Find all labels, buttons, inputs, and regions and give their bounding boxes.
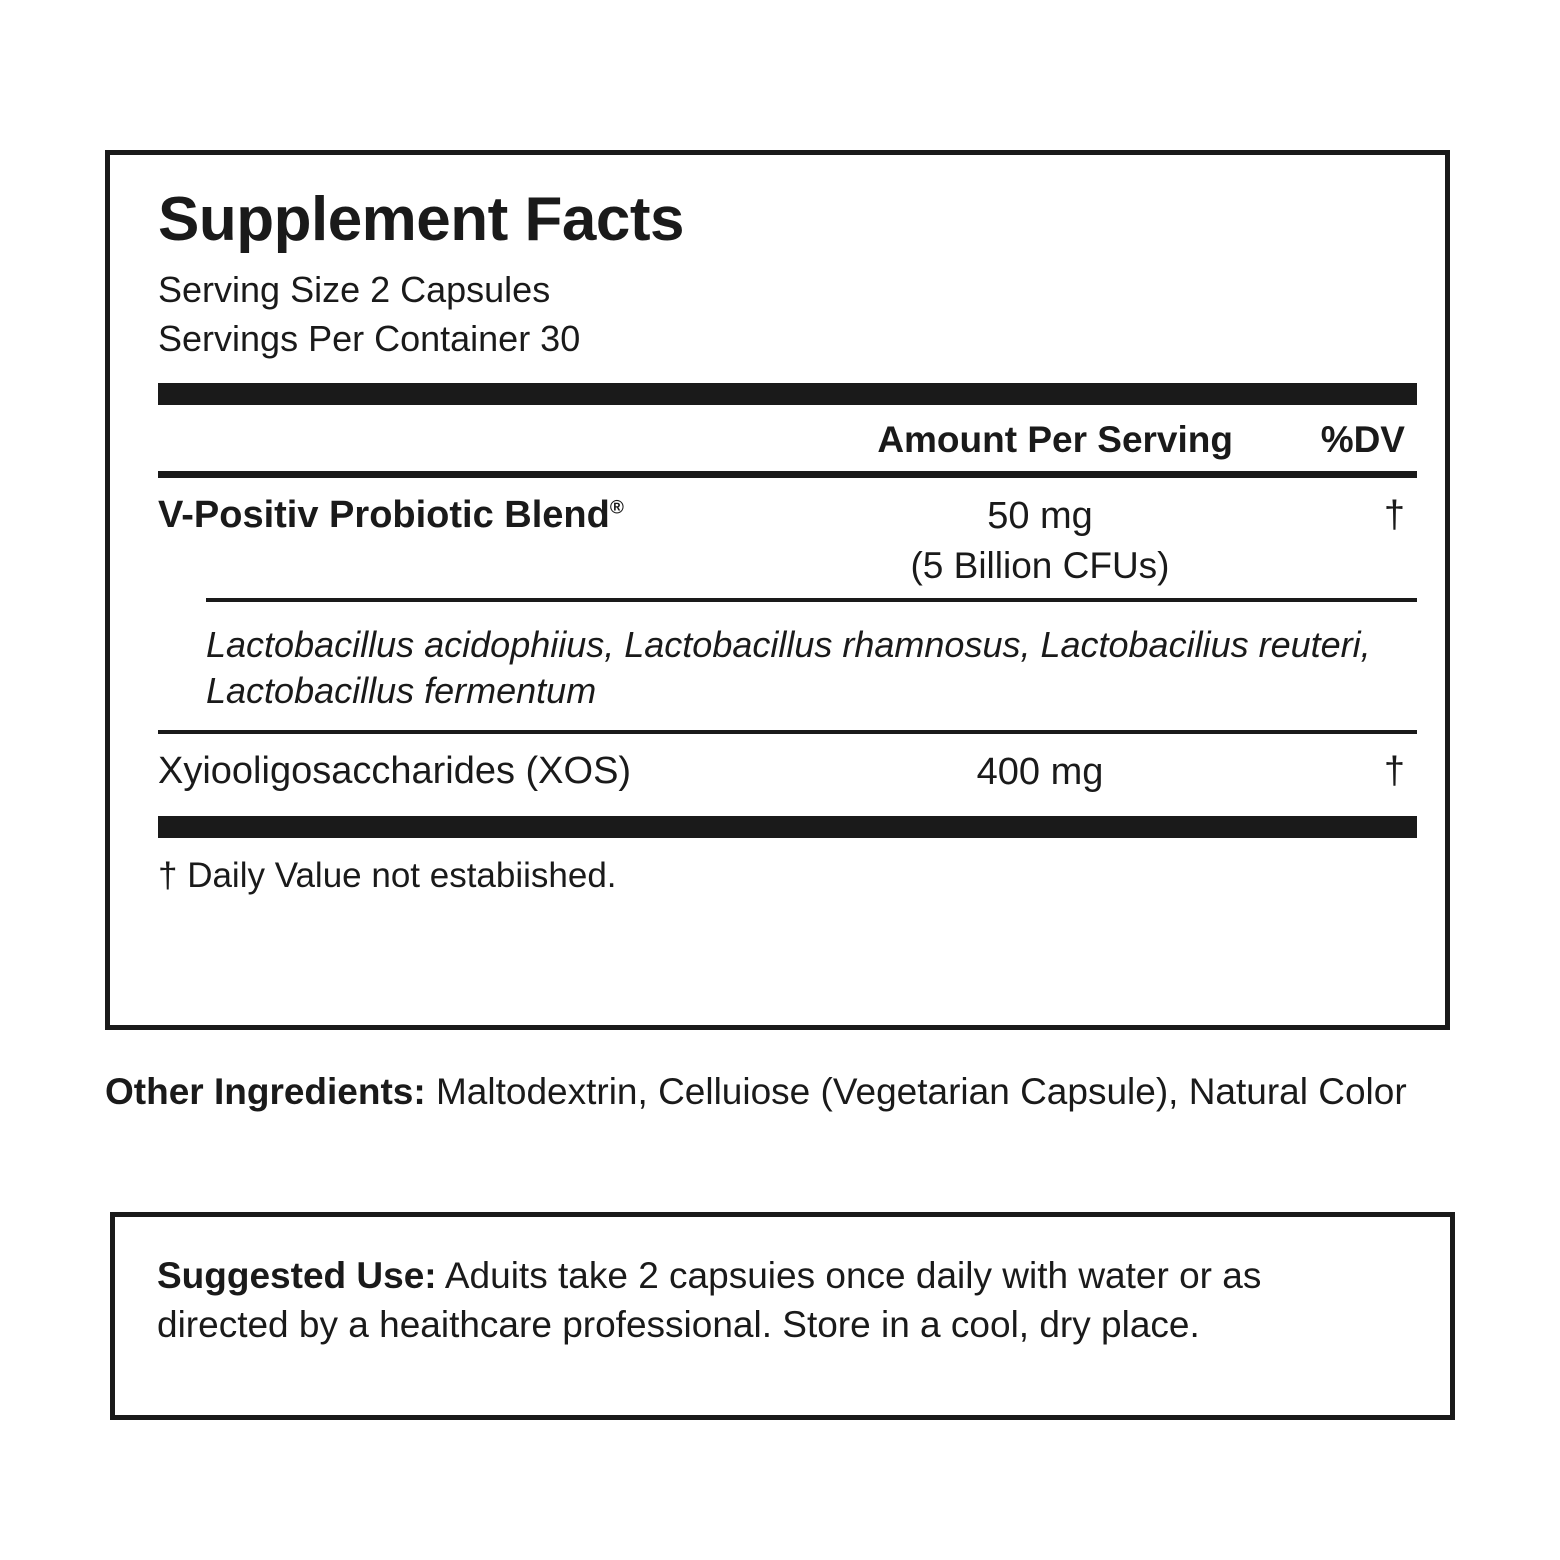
- header-percent-dv: %DV: [1320, 419, 1405, 461]
- suggested-use-box: [110, 1212, 1455, 1420]
- other-ingredients-label: Other Ingredients:: [105, 1071, 426, 1112]
- nutrient-amount: [825, 494, 1255, 588]
- other-ingredients-value: Maltodextrin, Celluiose (Vegetarian Capsule), Natural Color: [425, 1071, 1407, 1112]
- suggested-use-value: Aduits take 2 capsuies once daily with water or as directed by a heaithcare professional. Store in a cool, dry place.: [157, 1255, 1262, 1346]
- other-ingredients: [105, 1068, 1455, 1117]
- table-row: [158, 734, 1417, 806]
- nutrient-dv: †: [1383, 494, 1405, 537]
- divider-thick-bottom: [158, 816, 1417, 838]
- page-title: Supplement Facts: [158, 185, 684, 254]
- servings-per-container-text: Servings Per Container 30: [158, 317, 581, 359]
- nutrient-name-text: V-Positiv Probiotic Blend: [158, 494, 610, 537]
- serving-size-text: Serving Size 2 Capsules: [158, 269, 551, 311]
- nutrient-name: [158, 494, 825, 538]
- nutrient-amount-sub: (5 Billion CFUs): [910, 544, 1170, 586]
- divider-thick-top: [158, 383, 1417, 405]
- probiotic-strain-list: Lactobacillus acidophiius, Lactobacillus rhamnosus, Lactobacilius reuteri, Lactobacillus fermentum: [206, 624, 1371, 712]
- nutrient-name: Xyiooligosaccharides (XOS): [158, 750, 632, 793]
- registered-trademark-icon: ®: [609, 497, 624, 519]
- nutrient-dv: †: [1383, 750, 1405, 793]
- divider-under-headers: [158, 471, 1417, 478]
- column-headers: [158, 405, 1417, 471]
- nutrient-amount-main: 50 mg: [987, 495, 1093, 538]
- table-row: [158, 478, 1417, 598]
- suggested-use: [157, 1251, 1390, 1349]
- daily-value-footnote: † Daily Value not estabiished.: [158, 856, 617, 896]
- supplement-facts-panel: [105, 150, 1450, 1030]
- suggested-use-label: Suggested Use:: [157, 1255, 437, 1296]
- header-amount-per-serving: Amount Per Serving: [877, 419, 1233, 461]
- nutrient-amount: 400 mg: [976, 751, 1104, 794]
